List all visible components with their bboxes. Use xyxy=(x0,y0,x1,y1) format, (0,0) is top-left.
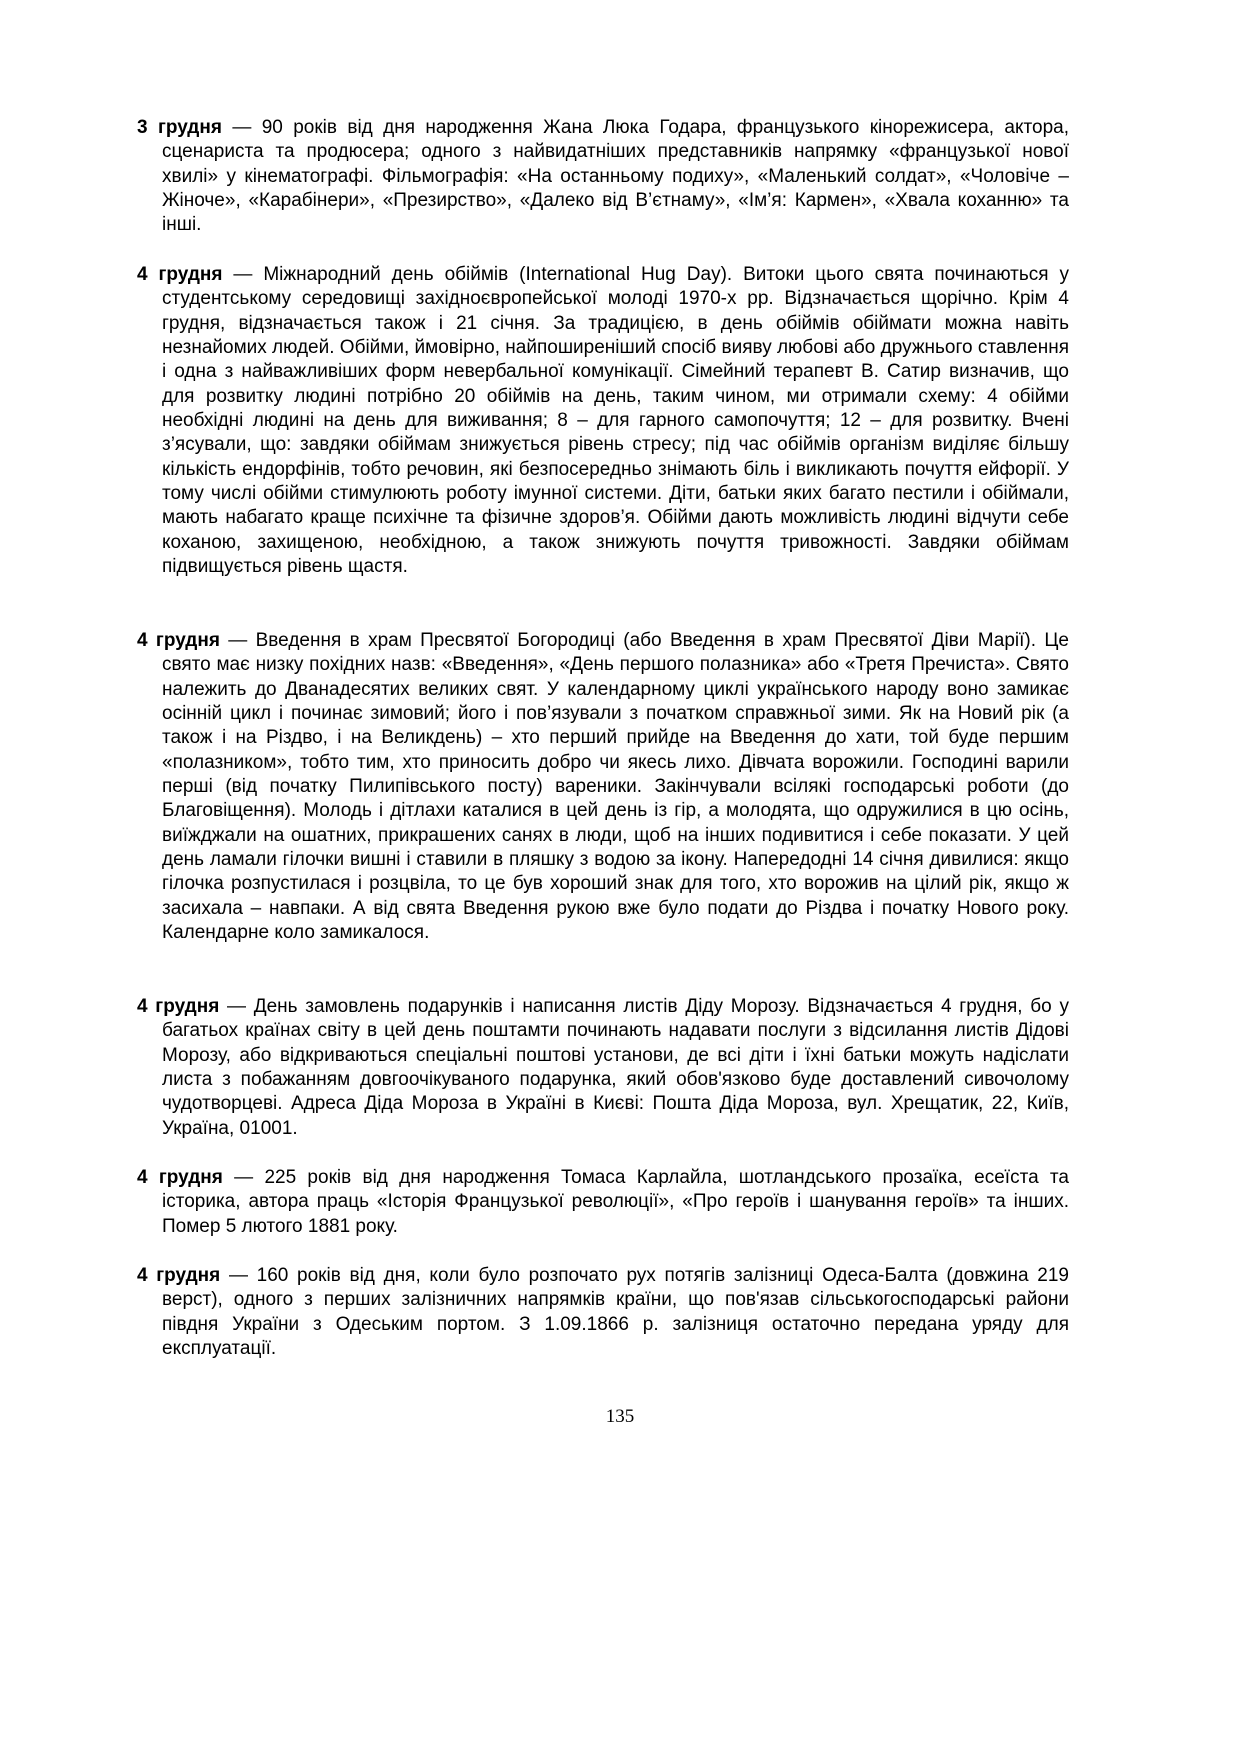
entry-date: 4 грудня xyxy=(137,1265,221,1286)
entry-text: — 160 років від дня, коли було розпочато рух потягів залізниці Одеса-Балта (довжина 219 верст), одного з перших залізничних напрямків країни, що пов'язав сільськогосподарські райони півдня України з Одеським портом. З 1.09.1866 р. залізниця остаточно передана уряду для експлуатації. xyxy=(162,1265,1069,1360)
page-number: 135 xyxy=(605,1406,635,1427)
entry-text: — 90 років від дня народження Жана Люка Годара, французького кінорежисера, актора, сценариста та продюсера; одного з найвидатніших представників напрямку «французької нової хвилі» у кінематографі. Фільмографія: «На останньому подиху», «Маленький солдат», «Чоловіче – Жіноче», «Карабінери», «Презирство», «Далеко від В’єтнаму», «Ім’я: Кармен», «Хвала коханню» та інші. xyxy=(162,117,1069,236)
entry-text: — 225 років від дня народження Томаса Карлайла, шотландського прозаїка, есеїста та історика, автора праць «Історія Французької революції», «Про героїв і шанування героїв» та інших. Помер 5 лютого 1881 року. xyxy=(162,1167,1069,1237)
entry-date: 4 грудня xyxy=(137,996,220,1017)
entry-text: — Міжнародний день обіймів (International Hug Day). Витоки цього свята починаються у студентському середовищі західноєвропейської молоді 1970-х рр. Відзначається щорічно. Крім 4 грудня, відзначається також і 21 січня. За традицією, в день обіймів обіймати можна навіть незнайомих людей. Обійми, ймовірно, найпоширеніший спосіб вияву любові або дружнього ставлення і одна з найважливіших форм невербальної комунікації. Сімейний терапевт В. Сатир визначив, що для розвитку людині потрібно 20 обіймів на день, таким чином, ми отримали схему: 4 обійми необхідні людині на день для виживання; 8 – для гарного самопочуття; 12 – для розвитку. Вчені з’ясували, що: завдяки обіймам знижується рівень стресу; під час обіймів організм виділяє більшу кількість ендорфінів, тобто речовин, які безпосередньо знімають біль і викликають почуття ейфорії. У тому числі обійми стимулюють роботу імунної системи. Діти, батьки яких багато пестили і обіймали, мають набагато краще психічне та фізичне здоров’я. Обійми дають можливість людині відчути себе коханою, захищеною, необхідною, а також знижують почуття тривожності. Завдяки обіймам підвищується рівень щастя. xyxy=(162,264,1069,578)
entry-dec-4-carlyle xyxy=(137,1166,1069,1239)
entry-dec-4-hug-day xyxy=(137,263,1069,579)
entry-date: 4 грудня xyxy=(137,264,223,285)
entry-text: — Введення в храм Пресвятої Богородиці (або Введення в храм Пресвятої Діви Марії). Це свято має низку похідних назв: «Введення», «День першого полазника» або «Третя Пречиста». Свято належить до Дванадесятих великих свят. У календарному циклі українського народу воно замикає осінній цикл і починає зимовий; його і пов’язували з початком справжньої зими. Як на Новий рік (а також і на Різдво, і на Великдень) – хто перший прийде на Введення до хати, той буде першим «полазником», тобто тим, хто приносить добро чи якесь лихо. Дівчата ворожили. Господині варили перші (від початку Пилипівського посту) вареники. Закінчували всілякі господарські роботи (до Благовіщення). Молодь і дітлахи каталися в цей день із гір, а молодята, що одружилися в цю осінь, виїжджали на ошатних, прикрашених санях в люди, щоб на інших подивитися і себе показати. У цей день ламали гілочки вишні і ставили в пляшку з водою за ікону. Напередодні 14 січня дивилися: якщо гілочка розпустилася і розцвіла, то це був хороший знак для того, хто ворожив на цілий рік, якщо ж засихала – навпаки. А від свята Введення рукою вже було подати до Різдва і початку Нового року. Календарне коло замикалося. xyxy=(162,630,1069,944)
entry-dec-4-vvedennia xyxy=(137,629,1069,945)
entry-dec-4-santa-letters xyxy=(137,995,1069,1141)
entry-text: — День замовлень подарунків і написання листів Діду Морозу. Відзначається 4 грудня, бо у багатьох країнах світу в цей день поштамти починають надавати послуги з відсилання листів Дідові Морозу, або відкриваються спеціальні поштові установи, де всі діти і їхні батьки можуть надіслати листа з побажанням довгоочікуваного подарунка, який обов'язково буде доставлений сивочолому чудотворцеві. Адреса Діда Мороза в Україні в Києві: Пошта Діда Мороза, вул. Хрещатик, 22, Київ, Україна, 01001. xyxy=(162,996,1069,1139)
entry-dec-4-odesa-balta-railway xyxy=(137,1264,1069,1361)
entry-date: 4 грудня xyxy=(137,1167,223,1188)
entry-date: 3 грудня xyxy=(137,117,222,138)
entry-dec-3-godard xyxy=(137,116,1069,238)
entry-date: 4 грудня xyxy=(137,630,220,651)
